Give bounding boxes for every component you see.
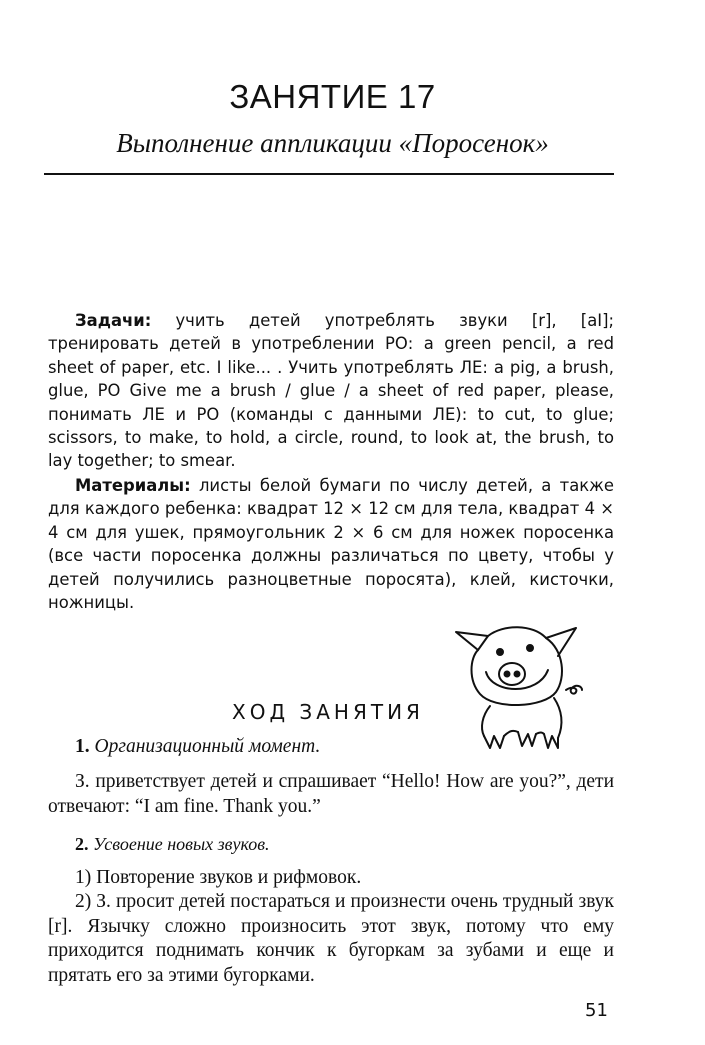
materials-label: Материалы:	[75, 476, 191, 495]
step-2-title: Усвоение новых звуков.	[88, 834, 270, 854]
step-2-heading	[75, 832, 270, 857]
pig-drawing-icon	[448, 614, 588, 754]
step-1-number: 1.	[75, 736, 90, 757]
materials-paragraph	[48, 474, 614, 614]
step-2-item-1: 1) Повторение звуков и рифмовок.	[75, 867, 362, 888]
step-1-heading	[75, 735, 320, 760]
step-2-item-2: 2) З. просит детей постараться и произнести очень трудный звук [r]. Язычку сложно произносить этот звук, потому что ему приходится поднимать кончик к бугоркам за зубами и еще и прятать его за этими бугорками.	[48, 891, 614, 986]
section-heading: ХОД ЗАНЯТИЯ	[232, 700, 424, 724]
materials-text: листы белой бумаги по числу детей, а также для каждого ребенка: квадрат 12 × 12 см для тела, квадрат 4 × 4 см для ушек, прямоугольник 2 × 6 см для ножек поросенка (все части поросенка должны различаться по цвету, чтобы у детей получились разноцветные поросята), клей, кисточки, ножницы.	[48, 476, 614, 613]
step-1-paragraph: З. приветствует детей и спрашивает “Hello! How are you?”, дети отвечают: “I am fine. Thank you.”	[48, 771, 614, 817]
step-1-title: Организационный момент.	[89, 736, 321, 757]
lesson-subtitle: Выполнение аппликации «Поросенок»	[116, 128, 549, 158]
tasks-paragraph	[48, 309, 614, 473]
tasks-text: учить детей употреблять звуки [r], [aI]; тренировать детей в употреблении РО: a green pencil, a red sheet of paper, etc. I like... . Учить употреблять ЛЕ: a pig, a brush, glue, PO Give me a brush / glue / a sheet of red paper, please, понимать ЛЕ и РО (команды с данными ЛЕ): to cut, to glue; scissors, to make, to hold, a circle, round, to look at, the brush, to lay together; to smear.	[48, 311, 614, 471]
title-divider	[44, 173, 614, 175]
tasks-label: Задачи:	[75, 311, 152, 330]
page-number: 51	[585, 1000, 608, 1021]
lesson-title: ЗАНЯТИЕ 17	[229, 78, 436, 115]
step-2-number: 2.	[75, 834, 89, 854]
